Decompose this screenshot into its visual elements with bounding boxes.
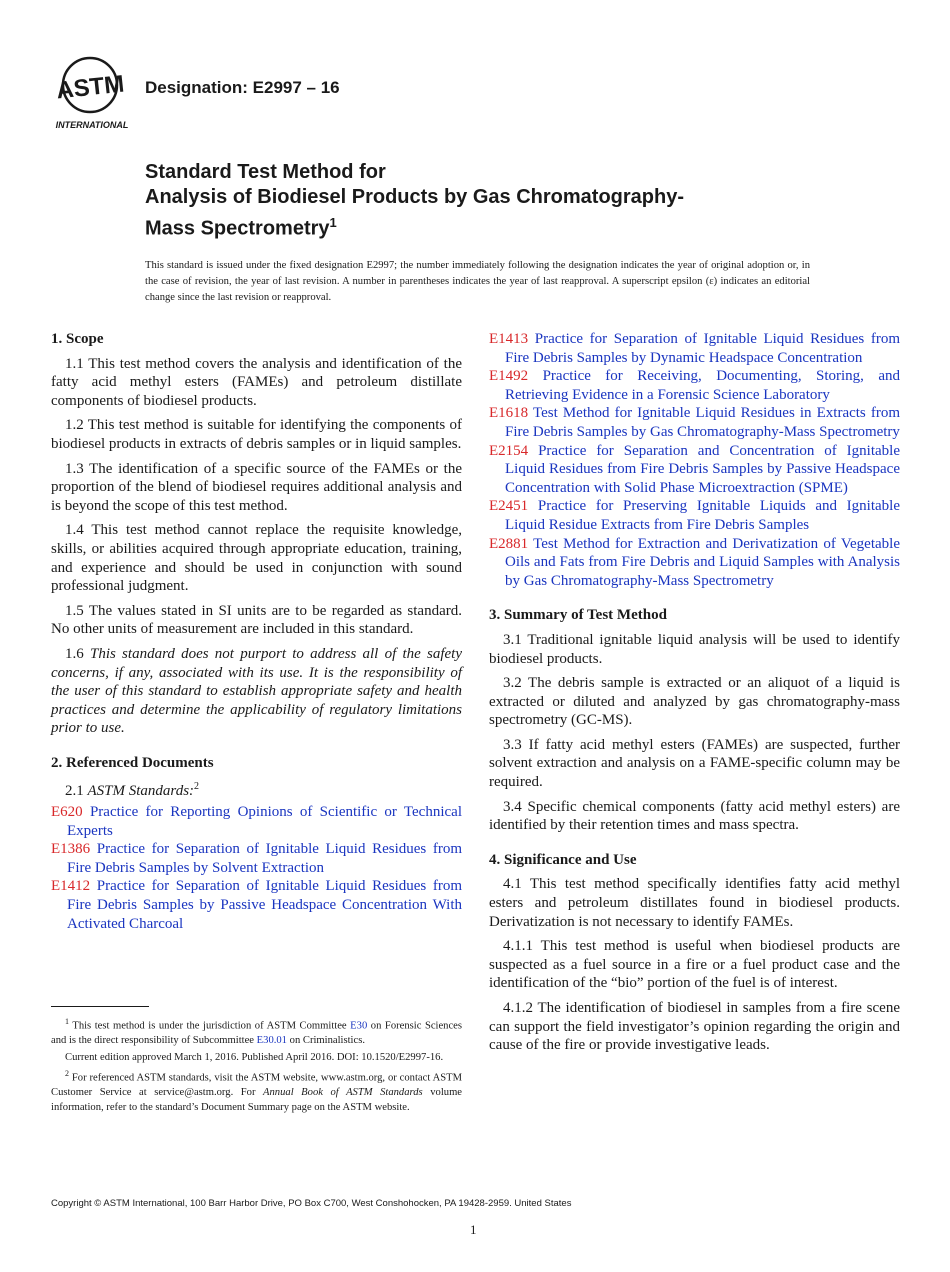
- title-line-2: Analysis of Biodiesel Products by Gas Chromatography-: [145, 186, 685, 208]
- paragraph-4-1: 4.1 This test method specifically identifies fatty acid methyl esters and petroleum distillates found in biodiesel products. Derivatization is not necessary to identify FAMEs.: [489, 876, 900, 930]
- astm-logo: [50, 55, 136, 133]
- footnotes: [51, 1015, 462, 1117]
- section-3-heading: 3. Summary of Test Method: [489, 607, 667, 624]
- paragraph-1-5: 1.5 The values stated in SI units are to be regarded as standard. No other units of measurement are included in this standard.: [51, 602, 462, 638]
- paragraph-4-1-2: 4.1.2 The identification of biodiesel in samples from a fire scene can support the field investigator’s opinion regarding the origin and cause of the fire or provide investigative leads.: [489, 1000, 900, 1054]
- title-footnote-mark: 1: [329, 215, 337, 230]
- issuance-note: This standard is issued under the fixed designation E2997; the number immediately following the designation indicates the year of original adoption or, in the case of revision, the year of last revision. A number in parentheses indicates the year of last reapproval. A superscript epsilon (ε) indicates an editorial change since the last revision or reapproval.: [145, 260, 810, 303]
- document-title: [145, 160, 845, 242]
- section-4-heading: 4. Significance and Use: [489, 851, 637, 868]
- title-line-1: Standard Test Method for: [145, 161, 386, 183]
- reference-link[interactable]: E2881 Test Method for Extraction and Derivatization of Vegetable Oils and Fats from Fire Debris and Liquid Samples with Analysis by Gas Chromatography-Mass Spectrometry: [489, 535, 900, 589]
- reference-link[interactable]: E1492 Practice for Receiving, Documenting, Storing, and Retrieving Evidence in a Forensic Science Laboratory: [489, 368, 901, 403]
- paragraph-2-1: 2.1 ASTM Standards:$^2$: [65, 781, 200, 800]
- footnote-divider: [51, 1006, 149, 1007]
- paragraph-3-2: 3.2 The debris sample is extracted or an aliquot of a liquid is extracted or diluted and analyzed by gas chromatography-mass spectrometry (GC-MS).: [489, 675, 900, 729]
- paragraph-3-1: 3.1 Traditional ignitable liquid analysis will be used to identify biodiesel products.: [489, 631, 900, 667]
- reference-link[interactable]: E2451 Practice for Preserving Ignitable Liquids and Ignitable Liquid Residue Extracts from Fire Debris Samples: [489, 498, 900, 533]
- reference-link[interactable]: E2154 Practice for Separation and Concentration of Ignitable Liquid Residues from Fire Debris Samples by Passive Headspace Concentration with Solid Phase Microextraction (SPME): [489, 442, 900, 496]
- paragraph-3-3: 3.3 If fatty acid methyl esters (FAMEs) are suspected, further solvent extraction and analysis on a FAME-specific column may be required.: [489, 736, 900, 791]
- paragraph-1-3: 1.3 The identification of a specific source of the FAMEs or the proportion of the blend of biodiesel requires additional analysis and is beyond the scope of this test method.: [51, 460, 462, 514]
- paragraph-1-4: 1.4 This test method cannot replace the requisite knowledge, skills, or abilities acquired through appropriate education, training, and experience and should be used in conjunction with sound professional judgment.: [51, 522, 462, 595]
- section-2-heading: 2. Referenced Documents: [51, 754, 214, 771]
- paragraph-4-1-1: 4.1.1 This test method is useful when biodiesel products are suspected as a fuel source in a fire or a fuel product case and the identification of the “bio” portion of the fuel is of interest.: [489, 938, 900, 992]
- section-1-heading: 1. Scope: [51, 331, 104, 347]
- designation: Designation: E2997 – 16: [145, 78, 340, 97]
- paragraph-1-2: 1.2 This test method is suitable for identifying the components of biodiesel products in extracts of debris samples or in liquid samples.: [51, 417, 462, 452]
- right-column: [489, 330, 900, 1061]
- logo-subtext: INTERNATIONAL: [55, 120, 129, 130]
- left-column: [51, 330, 462, 933]
- logo-letters: ASTM: [55, 70, 126, 105]
- reference-link[interactable]: E1386 Practice for Separation of Ignitable Liquid Residues from Fire Debris Samples by Solvent Extraction: [51, 841, 462, 876]
- subcommittee-link[interactable]: E30.01: [256, 1035, 287, 1047]
- reference-link[interactable]: E1412 Practice for Separation of Ignitable Liquid Residues from Fire Debris Samples by Passive Headspace Concentration With Activated Charcoal: [51, 878, 462, 932]
- footnote-1: $^1$ This test method is under the jurisdiction of ASTM Committee E30 on Forensic Sciences and is the direct responsibility of Subcommittee E30.01 on Criminalistics.: [51, 1017, 463, 1047]
- reference-link[interactable]: E1413 Practice for Separation of Ignitable Liquid Residues from Fire Debris Samples by Dynamic Headspace Concentration: [489, 331, 900, 366]
- committee-link[interactable]: E30: [350, 1020, 368, 1032]
- paragraph-1-1: 1.1 This test method covers the analysis and identification of the fatty acid methyl esters (FAMEs) and petroleum distillate components of biodiesel products.: [51, 355, 462, 409]
- reference-link[interactable]: E1618 Test Method for Ignitable Liquid Residues in Extracts from Fire Debris Samples by Gas Chromatography-Mass Spectrometry: [489, 405, 900, 440]
- footnote-2: $^2$ For referenced ASTM standards, visit the ASTM website, www.astm.org, or contact ASTM Customer Service at service@astm.org. For Annual Book of ASTM Standards volume information, refer to the standard’s Document Summary page on the ASTM website.: [51, 1069, 463, 1113]
- page-number: 1: [470, 1222, 477, 1237]
- footnote-1-edition: Current edition approved March 1, 2016. Published April 2016. DOI: 10.1520/E2997-16.: [65, 1051, 444, 1063]
- reference-link[interactable]: E620 Practice for Reporting Opinions of Scientific or Technical Experts: [51, 804, 462, 839]
- paragraph-1-6: 1.6 This standard does not purport to address all of the safety concerns, if any, associated with its use. It is the responsibility of the user of this standard to establish appropriate safety and health practices and determine the applicability of regulatory limitations prior to use.: [51, 645, 463, 737]
- paragraph-3-4: 3.4 Specific chemical components (fatty acid methyl esters) are identified by their retention times and mass spectra.: [489, 798, 900, 834]
- title-line-3: Mass Spectrometry$^1$: [145, 215, 337, 240]
- copyright: Copyright © ASTM International, 100 Barr Harbor Drive, PO Box C700, West Conshohocken, PA 19428-2959. United States: [51, 1198, 572, 1209]
